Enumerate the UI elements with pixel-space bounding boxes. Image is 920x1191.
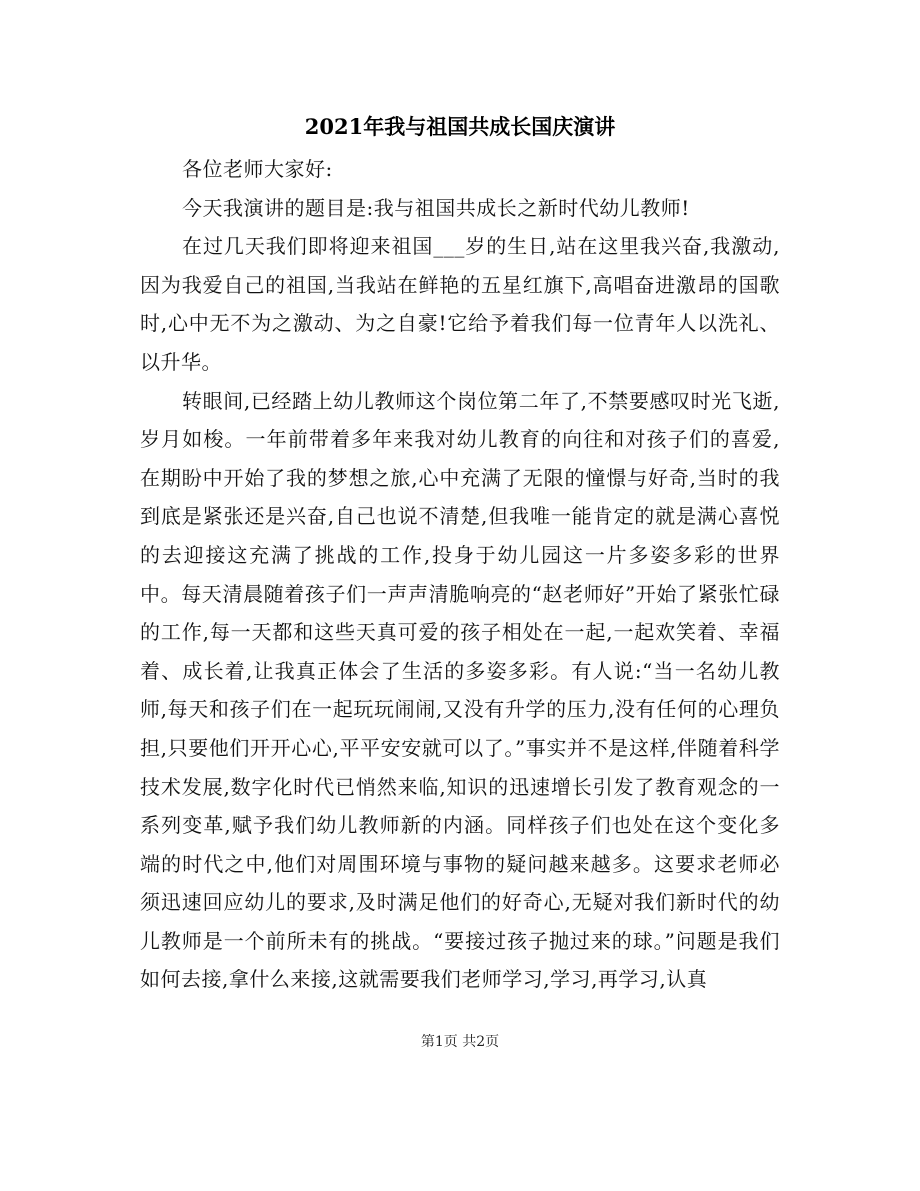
paragraph-main: 转眼间,已经踏上幼儿教师这个岗位第二年了,不禁要感叹时光飞逝,岁月如梭。一年前带着多年来我对幼儿教育的向往和对孩子们的喜爱,在期盼中开始了我的梦想之旅,心中充满了无限的憧憬与好奇,当时的我到底是紧张还是兴奋,自己也说不清楚,但我唯一能肯定的就是满心喜悦的去迎接这充满了挑战的工作,投身于幼儿园这一片多姿多彩的世界中。每天清晨随着孩子们一声声清脆响亮的“赵老师好”开始了紧张忙碌的工作,每一天都和这些天真可爱的孩子相处在一起,一起欢笑着、幸福着、成长着,让我真正体会了生活的多姿多彩。有人说:“当一名幼儿教师,每天和孩子们在一起玩玩闹闹,又没有升学的压力,没有任何的心理负担,只要他们开开心心,平平安安就可以了。”事实并不是这样,伴随着科学技术发展,数字化时代已悄然来临,知识的迅速增长引发了教育观念的一系列变革,赋予我们幼儿教师新的内涵。同样孩子们也处在这个变化多端的时代之中,他们对周围环境与事物的疑问越来越多。这要求老师必须迅速回应幼儿的要求,及时满足他们的好奇心,无疑对我们新时代的幼儿教师是一个前所未有的挑战。“要接过孩子抛过来的球。”问题是我们如何去接,拿什么来接,这就需要我们老师学习,学习,再学习,认真 — [140, 388, 780, 992]
page-footer: 第1页 共2页 — [420, 1034, 500, 1050]
paragraph-topic: 今天我演讲的题目是:我与祖国共成长之新时代幼儿教师! — [182, 195, 690, 220]
paragraph-intro: 在过几天我们即将迎来祖国___岁的生日,站在这里我兴奋,我激动,因为我爱自己的祖国,当我站在鲜艳的五星红旗下,高唱奋进激昂的国歌时,心中无不为之激动、为之自豪!它给予着我们每一位青年人以洗礼、以升华。 — [140, 234, 780, 374]
paragraph-greeting: 各位老师大家好: — [182, 157, 333, 181]
document-body — [140, 150, 780, 999]
document-title: 2021年我与祖国共成长国庆演讲 — [304, 114, 616, 139]
